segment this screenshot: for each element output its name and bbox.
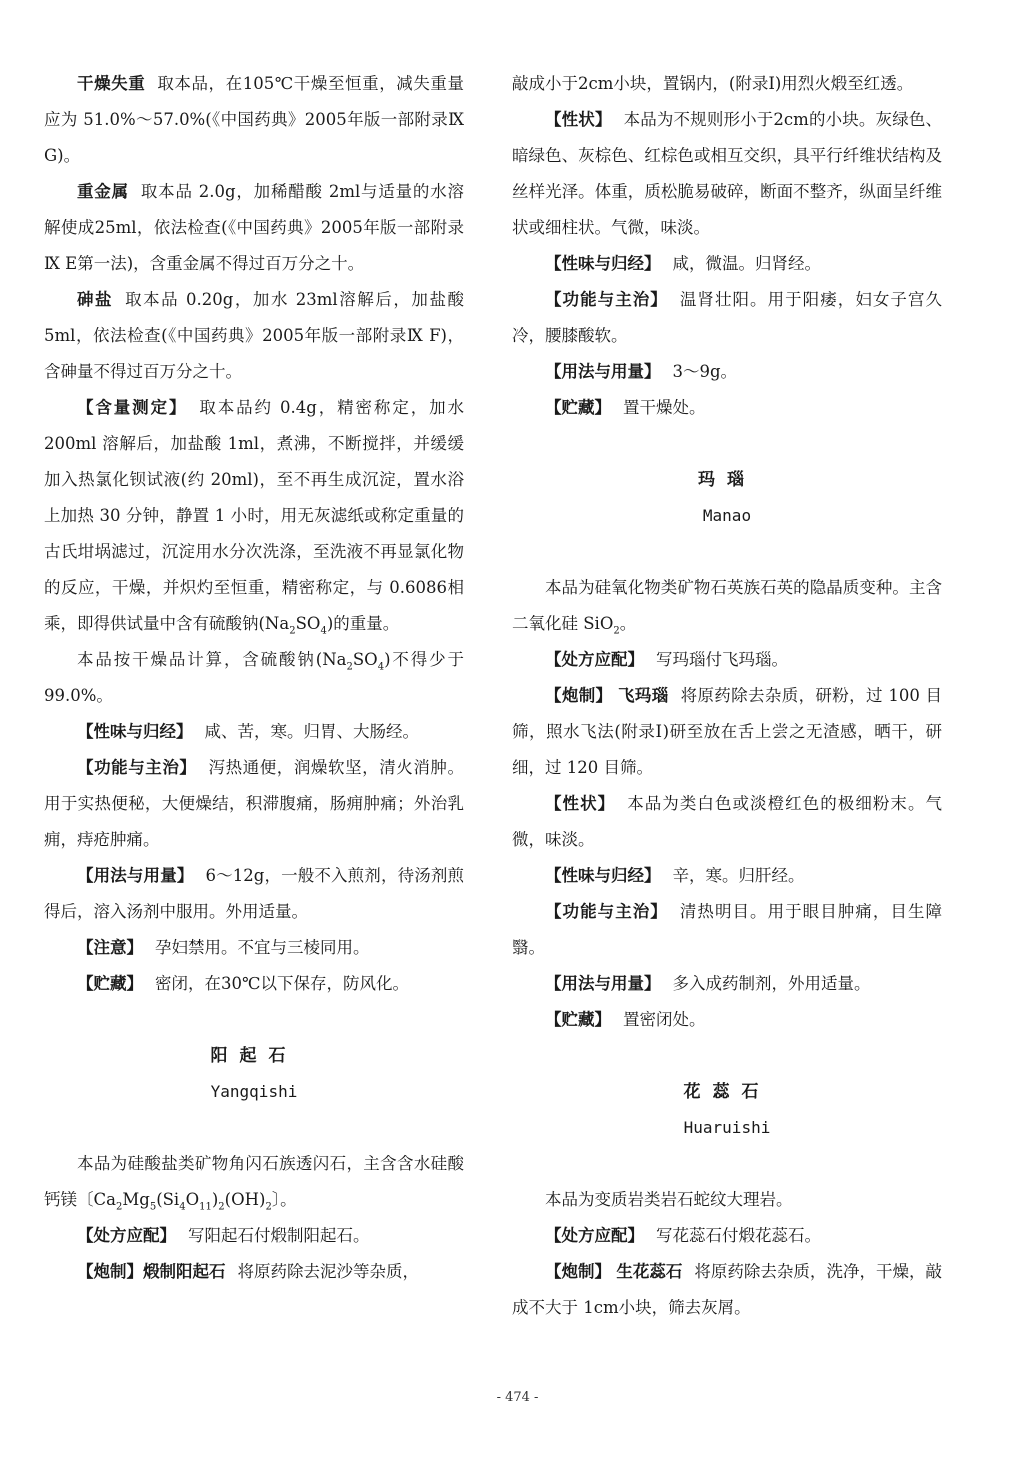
manao-function [512, 894, 942, 966]
formula-part: (Si [156, 1190, 180, 1209]
function-text: 清热明目。用于眼目肿痛，目生障翳。 [512, 902, 943, 957]
assay-text: 取本品约 0.4g，精密称定，加水 200ml 溶解后，加盐酸 1ml，煮沸，不断搅拌，并缓缓加入热氯化钡试液(约 20ml)，至不再生成沉淀，置水浴上加热 30 分钟，静置 1 小时，用无灰滤纸或称定重量的古氏坩埚滤过，沉淀用水分次洗涤，至洗液不再显氯化物的反应，干燥，并炽灼至恒重，精密称定，与 0.6086相乘，即得供试量中含有硫酸钠(Na [44, 398, 464, 633]
huaruishi-intro: 本品为变质岩类岩石蛇纹大理岩。 [545, 1190, 793, 1209]
page-number: - 474 - [496, 1390, 539, 1405]
taste-paragraph [44, 714, 464, 750]
yangqishi-usage [512, 354, 942, 390]
huaruishi-processing [512, 1254, 942, 1326]
usage-paragraph [44, 858, 464, 930]
yangqishi-storage [512, 390, 942, 426]
intro-text: 本品为硅酸盐类矿物角闪石族透闪石，主含含水硅酸钙镁〔Ca [44, 1154, 464, 1209]
storage-label: 【贮藏】 [77, 974, 143, 993]
function-text: 泻热通便，润燥软坚，清火消肿。用于实热便秘，大便燥结，积滞腹痛，肠痈肿痛；外治乳痈，痔疮肿痛。 [44, 758, 465, 849]
right-column [512, 66, 942, 1326]
dry-loss-text: 取本品，在105℃干燥至恒重，减失重量应为 51.0%～57.0%(《中国药典》2005年版一部附录Ⅸ G)。 [44, 74, 465, 165]
heavy-metal-label: 重金属 [77, 182, 129, 201]
manao-prescription [512, 642, 942, 678]
dry-loss-paragraph [44, 66, 464, 174]
intro-text: 本品为硅氧化物类矿物石英族石英的隐晶质变种。主含二氧化硅 SiO [512, 578, 942, 633]
entry-title-manao: 玛瑙 [698, 470, 756, 490]
processing-subtitle: 煅制阳起石 [143, 1262, 226, 1281]
characteristics-text: 本品为类白色或淡橙红色的极细粉末。气微，味淡。 [512, 794, 943, 849]
function-label: 【功能与主治】 [545, 290, 668, 309]
processing-text: 将原药除去杂质，洗净，干燥，敲成不大于 1cm小块，筛去灰屑。 [512, 1262, 943, 1317]
processing-subtitle: 生花蕊石 [616, 1262, 683, 1281]
formula-part: O [185, 1190, 200, 1209]
subscript: 2 [613, 625, 620, 637]
taste-label: 【性味与归经】 [545, 254, 661, 273]
entry-title-huaruishi: 花蕊石 [683, 1082, 771, 1102]
prescription-text: 写阳起石付煅制阳起石。 [188, 1226, 370, 1245]
usage-text: 3～9g。 [672, 362, 738, 381]
prescription-text: 写花蕊石付煅花蕊石。 [656, 1226, 821, 1245]
yangqishi-function [512, 282, 942, 354]
yangqishi-processing-continued: 敲成小于2cm小块，置锅内，(附录Ⅰ)用烈火煅至红透。 [512, 74, 914, 93]
left-column [44, 66, 464, 1290]
storage-text: 置干燥处。 [623, 398, 706, 417]
arsenic-text: 取本品 0.20g，加水 23ml溶解后，加盐酸 5ml，依法检查(《中国药典》2005年版一部附录Ⅸ F)，含砷量不得过百万分之十。 [44, 290, 464, 381]
processing-label: 【炮制】 [545, 1262, 612, 1281]
subscript: 2 [289, 625, 296, 637]
usage-text: 多入成药制剂，外用适量。 [672, 974, 871, 993]
formula-part: (OH) [224, 1190, 266, 1209]
formula-part: SO [295, 614, 321, 633]
assay-text-end: )的重量。 [326, 614, 400, 633]
formula-part: ) [211, 1190, 219, 1209]
yangqishi-prescription [44, 1218, 464, 1254]
storage-label: 【贮藏】 [545, 398, 611, 417]
manao-characteristics [512, 786, 942, 858]
formula-part: 〕。 [271, 1190, 297, 1209]
assay-paragraph [44, 390, 464, 642]
usage-text: 6～12g，一般不入煎剂，待汤剂煎得后，溶入汤剂中服用。外用适量。 [44, 866, 464, 921]
characteristics-label: 【性状】 [545, 110, 612, 129]
calc-text: 本品按干燥品计算，含硫酸钠(Na [77, 650, 347, 669]
usage-label: 【用法与用量】 [77, 866, 194, 885]
entry-title-yangqishi: 阳起石 [210, 1046, 298, 1066]
subscript: 2 [346, 661, 353, 673]
caution-paragraph [44, 930, 464, 966]
yangqishi-characteristics [512, 102, 942, 246]
entry-pinyin-manao: Manao [702, 506, 752, 525]
entry-pinyin-huaruishi: Huaruishi [683, 1118, 771, 1137]
caution-text: 孕妇禁用。不宜与三棱同用。 [155, 938, 370, 957]
function-label: 【功能与主治】 [545, 902, 668, 921]
taste-text: 辛，寒。归肝经。 [672, 866, 805, 885]
calc-text-end: )不得少于 99.0%。 [44, 650, 465, 705]
caution-label: 【注意】 [77, 938, 143, 957]
manao-usage [512, 966, 942, 1002]
subscript: 5 [149, 1201, 157, 1213]
function-text: 温肾壮阳。用于阳痿，妇女子宫久冷，腰膝酸软。 [512, 290, 943, 345]
function-label: 【功能与主治】 [77, 758, 197, 777]
storage-text: 密闭，在30℃以下保存，防风化。 [155, 974, 409, 993]
processing-text: 将原药除去泥沙等杂质， [237, 1262, 419, 1281]
storage-text: 置密闭处。 [623, 1010, 706, 1029]
prescription-label: 【处方应配】 [545, 650, 644, 669]
manao-intro [512, 570, 942, 642]
processing-label: 【炮制】 [545, 686, 613, 705]
intro-text-end: 。 [619, 614, 637, 633]
yangqishi-processing [44, 1254, 464, 1290]
characteristics-text: 本品为不规则形小于2cm的小块。灰绿色、暗绿色、灰棕色、红棕色或相互交织，具平行纤维状结构及丝样光泽。体重，质松脆易破碎，断面不整齐，纵面呈纤维状或细柱状。气微，味淡。 [512, 110, 942, 237]
calc-paragraph [44, 642, 464, 714]
processing-subtitle: 飞玛瑙 [618, 686, 669, 705]
manao-taste [512, 858, 942, 894]
taste-label: 【性味与归经】 [545, 866, 661, 885]
formula-part: Mg [122, 1190, 150, 1209]
storage-label: 【贮藏】 [545, 1010, 611, 1029]
heavy-metal-paragraph [44, 174, 464, 282]
yangqishi-intro [44, 1146, 464, 1218]
processing-label: 【炮制】 [77, 1262, 143, 1281]
subscript: 11 [199, 1201, 212, 1213]
entry-pinyin-yangqishi: Yangqishi [210, 1082, 298, 1101]
usage-label: 【用法与用量】 [545, 974, 661, 993]
storage-paragraph [44, 966, 464, 1002]
arsenic-label: 砷盐 [77, 290, 114, 309]
subscript: 2 [218, 1201, 225, 1213]
subscript: 4 [377, 661, 385, 673]
taste-text: 咸、苦，寒。归胃、大肠经。 [204, 722, 419, 741]
assay-label: 【含量测定】 [77, 398, 188, 417]
taste-label: 【性味与归经】 [77, 722, 193, 741]
prescription-label: 【处方应配】 [545, 1226, 644, 1245]
subscript: 2 [265, 1201, 272, 1213]
arsenic-paragraph [44, 282, 464, 390]
subscript: 2 [115, 1201, 123, 1213]
function-paragraph [44, 750, 464, 858]
prescription-text: 写玛瑙付飞玛瑙。 [656, 650, 788, 669]
heavy-metal-text: 取本品 2.0g，加稀醋酸 2ml与适量的水溶解使成25ml，依法检查(《中国药典》2005年版一部附录Ⅸ E第一法)，含重金属不得过百万分之十。 [44, 182, 465, 273]
subscript: 4 [179, 1201, 186, 1213]
formula-part: SO [352, 650, 378, 669]
characteristics-label: 【性状】 [545, 794, 616, 813]
subscript: 4 [320, 625, 327, 637]
manao-processing [512, 678, 942, 786]
taste-text: 咸，微温。归肾经。 [672, 254, 821, 273]
dry-loss-label: 干燥失重 [77, 74, 146, 93]
manao-storage [512, 1002, 942, 1038]
usage-label: 【用法与用量】 [545, 362, 661, 381]
processing-text: 将原药除去杂质，研粉，过 100 目筛，照水飞法(附录Ⅰ)研至放在舌上尝之无渣感，晒干，研细，过 120 目筛。 [512, 686, 943, 777]
prescription-label: 【处方应配】 [77, 1226, 176, 1245]
yangqishi-taste [512, 246, 942, 282]
huaruishi-prescription [512, 1218, 942, 1254]
